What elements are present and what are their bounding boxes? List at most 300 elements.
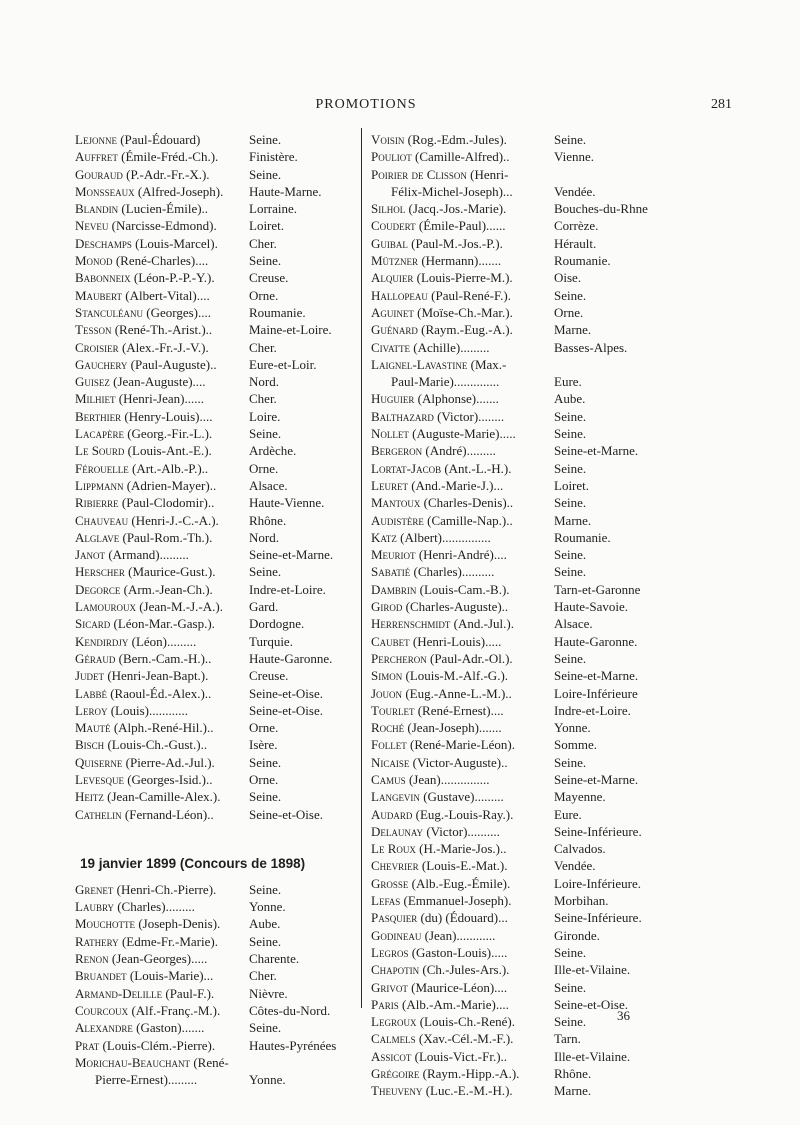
entry-name [371,736,515,753]
entry-origin: Seine. [554,460,587,476]
entry-given-names: (Art.-Alb.-P.).. [131,460,209,476]
list-entry [371,857,731,874]
entry-surname: Morichau-Beauchant [75,1054,191,1070]
list-entry [75,166,360,183]
entry-given-names: (Jean-Auguste).... [113,374,206,390]
entry-surname: Audard [371,806,413,822]
entry-surname: Mützner [371,253,419,269]
entry-surname: Courcoux [75,1002,129,1018]
entry-origin: Yonne. [249,899,286,915]
list-entry [371,269,731,286]
entry-origin: Ardèche. [249,443,297,459]
entry-given-names: (Jean)............... [408,771,490,787]
entry-given-names: (Jean-M.-J.-A.). [139,599,223,615]
entry-origin: Seine. [249,166,282,182]
entry-given-names: (Paul-Édouard) [120,132,201,147]
entry-origin: Nord. [249,529,279,545]
list-entry [371,390,731,407]
list-entry [371,356,731,373]
entry-surname: Caubet [371,633,410,649]
entry-name [95,1071,197,1088]
list-entry [75,390,360,407]
entry-name [371,512,513,529]
entry-origin: Seine. [554,132,587,147]
entry-origin: Tarn. [554,1031,581,1047]
entry-origin: Alsace. [249,477,288,493]
list-entry [371,719,731,736]
entry-given-names: (Paul-Rom.-Th.). [122,529,213,545]
entry-origin: Seine-et-Marne. [554,771,639,787]
entry-origin: Yonne. [554,720,591,736]
entry-given-names: (Narcisse-Edmond). [111,218,217,234]
entry-name [75,736,207,753]
right-column [371,131,731,1100]
list-entry [371,961,731,978]
list-entry [75,356,360,373]
entry-origin: Loiret. [554,477,590,493]
entry-name [75,442,212,459]
entry-given-names: (Alph.-René-Hil.).. [113,720,214,736]
entry-given-names: (Paul-Adr.-Ol.). [429,650,513,666]
entry-origin: Ille-et-Vilaine. [554,1048,631,1064]
entry-name [75,950,207,967]
entry-origin: Orne. [249,771,279,787]
list-entry [75,881,360,898]
entry-name [371,235,503,252]
entry-given-names: (Paul-Auguste).. [130,356,217,372]
entry-name [371,304,513,321]
entry-origin: Hérault. [554,235,597,251]
list-entry [371,598,731,615]
entry-origin: Gironde. [554,927,600,943]
entry-origin: Basses-Alpes. [554,339,628,355]
entry-surname: Quiserne [75,754,123,770]
entry-given-names: (Louis-E.-Mat.). [421,858,508,874]
entry-surname: Judet [75,668,105,684]
entry-given-names: (Louis-Ch.-René). [419,1014,516,1030]
entry-given-names: (René-Charles).... [115,253,209,269]
entry-surname: Sicard [75,616,111,632]
entry-given-names: (Henri-André).... [418,547,507,563]
list-entry [371,1065,731,1082]
entry-given-names: (Louis-Cam.-B.). [419,581,510,597]
entry-surname: Meuriot [371,547,416,563]
entry-name [371,529,491,546]
entry-surname: Tourlet [371,702,415,718]
entry-origin: Seine. [554,426,587,442]
entry-given-names: (Louis-Ant.-E.). [127,443,212,459]
list-entry [75,235,360,252]
entry-given-names: (Xav.-Cél.-M.-F.). [418,1031,514,1047]
list-entry [75,1054,360,1071]
entry-origin: Gard. [249,599,279,615]
entry-name [75,806,214,823]
list-entry [371,339,731,356]
entry-given-names: (Louis-Pierre-M.). [416,270,513,286]
entry-name [75,166,210,183]
entry-origin: Cher. [249,339,277,355]
entry-origin: Hautes-Pyrénées [249,1037,337,1053]
entry-surname: Voisin [371,132,405,147]
entry-given-names: (Hermann)....... [421,253,502,269]
list-entry [371,166,731,183]
entry-name [75,967,213,984]
entry-origin: Rhône. [249,512,287,528]
entry-name [371,563,494,580]
entry-name [371,408,504,425]
list-entry [371,633,731,650]
entry-given-names: (Albert-Vital).... [125,287,210,303]
entry-surname: Lefas [371,893,401,909]
list-entry [371,736,731,753]
entry-given-names: (Georg.-Fir.-L.). [127,426,213,442]
entry-given-names: Félix-Michel-Joseph)... [391,183,513,199]
entry-given-names: (Henri-Jean-Bapt.). [107,668,209,684]
entry-surname: Coudert [371,218,416,234]
list-entry [371,875,731,892]
list-entry [75,1019,360,1036]
entry-surname: Labbé [75,685,107,701]
entry-given-names: (Victor-Auguste).. [412,754,508,770]
entry-given-names: (Bern.-Cam.-H.).. [118,650,212,666]
entry-origin: Seine. [554,408,587,424]
entry-name [371,909,508,926]
entry-list-2 [75,881,360,1089]
list-entry [75,702,360,719]
entry-surname: Guisez [75,374,110,390]
entry-surname: Renon [75,951,109,967]
entry-origin: Seine. [554,287,587,303]
list-entry [371,581,731,598]
entry-surname: Deschamps [75,235,132,251]
entry-name [75,183,223,200]
entry-origin: Loire. [249,408,281,424]
entry-name [75,200,208,217]
entry-given-names: (Alfred-Joseph). [137,183,224,199]
entry-origin: Eure. [554,374,582,390]
entry-name [371,996,509,1013]
entry-origin: Seine. [249,564,282,580]
entry-given-names: (And.-Marie-J.)... [411,477,504,493]
entry-origin: Indre-et-Loire. [554,702,631,718]
entry-origin: Seine. [249,1020,282,1036]
list-entry [371,979,731,996]
entry-given-names: (Gustave)......... [423,789,504,805]
entry-origin: Seine. [249,253,282,269]
entry-surname: Aguinet [371,304,414,320]
list-entry [75,736,360,753]
entry-name [75,581,213,598]
entry-name [371,321,513,338]
entry-name [371,356,506,373]
entry-origin: Cher. [249,235,277,251]
entry-origin: Haute-Marne. [249,183,322,199]
entry-origin: Seine. [249,881,282,897]
entry-given-names: (Emmanuel-Joseph). [403,893,512,909]
entry-surname: Follet [371,737,407,753]
entry-surname: Stanculéanu [75,304,144,320]
entry-surname: Herscher [75,564,125,580]
list-entry [371,1048,731,1065]
entry-name [371,200,506,217]
entry-origin: Mayenne. [554,789,606,805]
entry-origin: Côtes-du-Nord. [249,1002,331,1018]
entry-name [75,1019,204,1036]
entry-origin: Corrèze. [554,218,599,234]
entry-surname: Prat [75,1037,100,1053]
entry-given-names: (Henri-Ch.-Pierre). [116,881,217,897]
list-entry [371,702,731,719]
list-entry [75,460,360,477]
entry-given-names: (Lucien-Émile).. [121,201,209,217]
entry-surname: Alglave [75,529,120,545]
entry-origin: Loire-Inférieure [554,685,638,701]
entry-origin: Seine-et-Marne. [249,547,334,563]
entry-surname: Maubert [75,287,123,303]
entry-origin: Indre-et-Loire. [249,581,326,597]
entry-surname: Legros [371,944,409,960]
entry-given-names: (Victor).......... [426,823,500,839]
list-entry [371,650,731,667]
list-entry [75,477,360,494]
entry-surname: Grivot [371,979,408,995]
entry-name [75,719,213,736]
entry-origin: Alsace. [554,616,593,632]
entry-surname: Croisier [75,339,119,355]
entry-surname: Assicot [371,1048,412,1064]
list-entry [75,442,360,459]
entry-surname: Mantoux [371,495,421,511]
entry-surname: Jouon [371,685,403,701]
entry-given-names: (Eug.-Louis-Ray.). [415,806,514,822]
entry-origin: Vendée. [554,858,596,874]
list-entry [371,477,731,494]
list-entry [371,252,731,269]
entry-name [371,702,504,719]
entry-origin: Cher. [249,391,277,407]
entry-given-names: (Paul-F.). [165,985,215,1001]
entry-name [75,425,212,442]
entry-origin: Loiret. [249,218,285,234]
entry-origin: Seine. [249,933,282,949]
entry-name [371,857,507,874]
entry-surname: Balthazard [371,408,434,424]
entry-name [371,581,510,598]
entry-origin: Nièvre. [249,985,288,1001]
list-entry [371,217,731,234]
entry-given-names: (Alphonse)....... [417,391,499,407]
entry-origin: Haute-Savoie. [554,599,629,615]
entry-surname: Géraud [75,650,116,666]
entry-surname: Janot [75,547,106,563]
entry-given-names: (H.-Marie-Jos.).. [419,841,507,857]
list-entry [371,927,731,944]
entry-given-names: (Louis-Clém.-Pierre). [102,1037,216,1053]
entry-origin: Orne. [249,720,279,736]
list-entry [371,771,731,788]
entry-surname: Ribierre [75,495,119,511]
entry-name [371,269,513,286]
entry-surname: Levesque [75,771,124,787]
entry-surname: Monod [75,253,113,269]
entry-surname: Mauté [75,720,111,736]
entry-surname: Huguier [371,391,415,407]
entry-given-names: (Gaston)....... [136,1020,205,1036]
entry-surname: Lortat-Jacob [371,460,442,476]
entry-name [75,252,208,269]
entry-name [75,771,213,788]
entry-given-names: (Georges).... [146,304,212,320]
entry-name [75,1037,215,1054]
list-entry [75,339,360,356]
entry-surname: Chapotin [371,962,420,978]
entry-given-names: (Maurice-Léon).... [411,979,508,995]
entry-given-names: (André)......... [425,443,496,459]
entry-given-names: (Henri-J.-C.-A.). [131,512,219,528]
entry-given-names: (Luc.-E.-M.-H.). [425,1083,513,1099]
list-entry [75,985,360,1002]
entry-origin: Seine. [554,944,587,960]
signature-mark: 36 [617,1008,630,1023]
list-entry [371,408,731,425]
entry-surname: Sabatié [371,564,411,580]
list-entry [75,754,360,771]
entry-given-names: (Jean)............ [424,927,496,943]
entry-surname: Lamouroux [75,599,136,615]
section-heading: 19 janvier 1899 (Concours de 1898) [80,855,306,871]
entry-name [371,685,512,702]
entry-name [391,183,513,200]
list-entry [371,321,731,338]
list-entry [75,633,360,650]
entry-origin: Seine. [554,1014,587,1030]
entry-surname: Chauveau [75,512,129,528]
entry-surname: Lacapère [75,426,124,442]
entry-list-1 [75,131,360,823]
entry-origin: Orne. [554,304,584,320]
list-entry [75,650,360,667]
entry-given-names: (Jean-Joseph)....... [407,720,502,736]
entry-given-names: (Fernand-Léon).. [124,806,214,822]
entry-surname: Auffret [75,149,118,165]
entry-given-names: (René- [193,1054,229,1070]
entry-origin: Rhône. [554,1066,592,1082]
entry-surname: Grosse [371,875,409,891]
entry-surname: Simon [371,668,403,684]
list-entry [75,806,360,823]
list-entry [75,719,360,736]
entry-surname: Camus [371,771,406,787]
entry-origin: Ille-et-Vilaine. [554,962,631,978]
entry-name [75,304,211,321]
entry-given-names: Pierre-Ernest)......... [95,1072,198,1088]
list-entry [75,581,360,598]
entry-given-names: (Max.- [470,356,507,372]
entry-name [371,131,507,148]
entry-surname: Bisch [75,737,105,753]
entry-name [371,390,499,407]
entry-origin: Bouches-du-Rhne [554,201,648,217]
entry-given-names: (Léon-P.-P.-Y.). [133,270,215,286]
entry-surname: Le Roux [371,841,416,857]
list-entry [75,321,360,338]
entry-given-names: (Henri-Louis)..... [412,633,502,649]
entry-origin: Isère. [249,737,278,753]
entry-origin: Aube. [249,916,281,932]
entry-surname: Pasquier [371,910,418,926]
list-entry [75,287,360,304]
entry-surname: Leroy [75,702,108,718]
entry-surname: Neveu [75,218,109,234]
entry-origin: Cher. [249,968,277,984]
entry-surname: Katz [371,529,397,545]
entry-given-names: (Victor)........ [437,408,505,424]
entry-surname: Paris [371,996,399,1012]
entry-surname: Bruandet [75,968,127,984]
entry-given-names: (Camille-Nap.).. [427,512,513,528]
entry-origin: Seine-et-Marne. [554,668,639,684]
entry-name [371,979,507,996]
entry-surname: Nollet [371,426,409,442]
entry-name [75,373,206,390]
entry-origin: Seine. [554,650,587,666]
entry-origin: Haute-Garonne. [249,650,333,666]
entry-given-names: (Alex.-Fr.-J.-V.). [121,339,209,355]
entry-name [371,961,509,978]
list-entry [371,494,731,511]
list-entry [75,269,360,286]
entry-surname: Delaunay [371,823,424,839]
entry-surname: Rathery [75,933,119,949]
entry-name [75,546,189,563]
entry-origin: Haute-Vienne. [249,495,325,511]
entry-name [75,494,214,511]
entry-surname: Guibal [371,235,408,251]
list-entry [371,1030,731,1047]
list-entry [371,546,731,563]
list-entry [75,1002,360,1019]
entry-origin: Loire-Inférieure. [554,875,641,891]
list-entry [75,148,360,165]
entry-name [75,460,208,477]
list-entry [371,788,731,805]
entry-origin: Seine-et-Oise. [249,685,324,701]
entry-surname: Kendirdjy [75,633,129,649]
entry-origin: Creuse. [249,668,289,684]
entry-name [75,563,216,580]
entry-given-names: (Arm.-Jean-Ch.). [123,581,213,597]
entry-origin: Seine. [554,979,587,995]
entry-given-names: (Émile-Fréd.-Ch.). [121,149,219,165]
list-entry [371,909,731,926]
entry-surname: Civatte [371,339,411,355]
entry-given-names: (Léon-Mar.-Gasp.). [113,616,215,632]
entry-origin: Aube. [554,391,586,407]
entry-origin: Vienne. [554,149,595,165]
entry-given-names: (Paul-René-F.). [431,287,511,303]
list-entry [75,217,360,234]
entry-name [371,633,501,650]
entry-origin: Seine-et-Oise. [554,996,629,1012]
entry-given-names: (Paul-Clodomir).. [121,495,215,511]
entry-given-names: (Alb.-Eug.-Émile). [411,875,511,891]
list-entry [75,967,360,984]
entry-surname: Lippmann [75,477,124,493]
list-entry [75,512,360,529]
list-entry [75,1037,360,1054]
entry-surname: Tesson [75,322,112,338]
entry-given-names: (Louis-Vict.-Fr.).. [414,1048,508,1064]
